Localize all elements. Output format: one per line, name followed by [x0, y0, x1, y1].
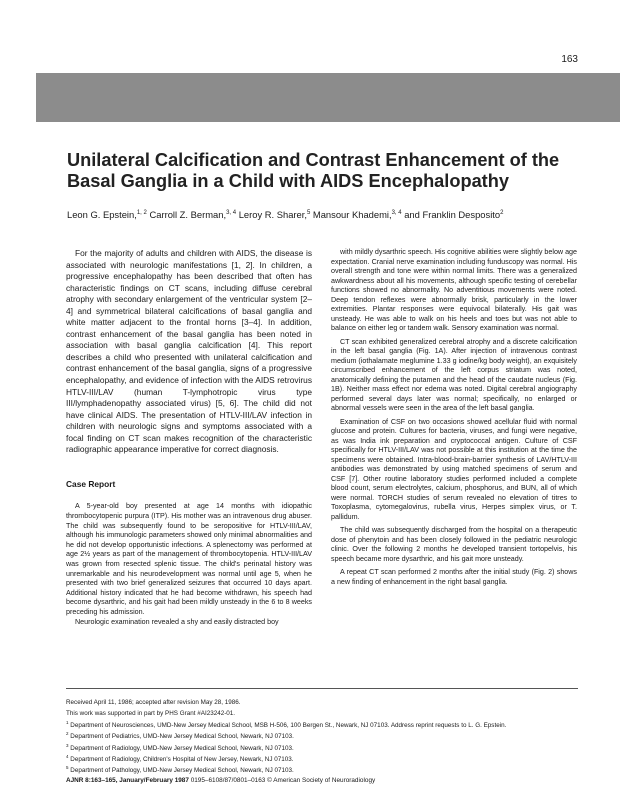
article-title: Unilateral Calcification and Contrast Enhancement of the Basal Ganglia in a Child with AIDS Encephalopathy	[67, 150, 560, 191]
footnote: $^4$ Department of Radiology, Children's Hospital of New Jersey, Newark, NJ 07103.	[66, 753, 294, 764]
footnote: $^3$ Department of Radiology, UMD-New Jersey Medical School, Newark, NJ 07103.	[66, 742, 294, 752]
body-paragraph: A repeat CT scan performed 2 months after the initial study (Fig. 2) shows a new finding of enhancement in the right basal ganglia.	[331, 568, 577, 586]
case-report-paragraph: A 5-year-old boy presented at age 14 months with idiopathic thrombocytopenic purpura (ITP). His mother was an intravenous drug abuser. The child was subsequently found to be seropositive for HTLV-III/LAV, although his immunologic parameters showed only minimal abnormalities and he did not develop opportunistic infections. A splenectomy was performed at age 2½ years as part of the management of thrombocytopenia. HTLV-III/LAV was grown from resected splenic tissue. The child's perinatal history was unremarkable and his neurodevelopment was normal until age 5, when he presented with two brief generalized seizures that occurred 10 days apart. Additional history indicated that he had become withdrawn, his speech had become dysarthric, and his gait had been mildly unsteady in the 6 to 8 weeks preceding his admission.	[66, 502, 312, 616]
footnote: This work was supported in part by PHS Grant #AI23242-01.	[66, 710, 236, 718]
right-column	[331, 248, 577, 587]
header-band	[36, 73, 620, 122]
left-column	[66, 248, 312, 627]
footnote: $^2$ Department of Pediatrics, UMD-New Jersey Medical School, Newark, NJ 07103.	[66, 731, 294, 741]
case-report-heading: Case Report	[66, 478, 116, 489]
author-4: Mansour Khademi,$^{3, 4}$	[312, 209, 402, 220]
footnote-divider	[66, 688, 578, 689]
page-number: 163	[561, 54, 578, 65]
author-list	[67, 209, 587, 220]
footnote: $^5$ Department of Pathology, UMD-New Jersey Medical School, Newark, NJ 07103.	[66, 765, 294, 775]
body-paragraph: Examination of CSF on two occasions showed acellular fluid with normal glucose and protein. Cultures for bacteria, viruses, and fungi were negative, as was India ink preparation and cryptococcal antigen. Culture of CSF specifically for HTLV-III/LAV was not possible at this institution at the time the specimens were obtained. Intra-blood-brain-barrier synthesis of LAV/HTLV-III antibodies was demonstrated by using matched specimens of serum and CSF [7]. Other routine laboratory studies performed included a complete blood count, serum electrolytes, calcium, phosphorus, and BUN, all of which were normal. TORCH studies of serum revealed no elevation of titres to Toxoplasma, cytomegalovirus, rubella virus, Herpes simplex virus, or T. pallidum.	[331, 417, 577, 521]
journal-citation: AJNR 8:163–165, January/February 1987 0195–6108/87/0801–0163 © American Society of Neuroradiology	[66, 777, 376, 784]
body-paragraph: The child was subsequently discharged from the hospital on a therapeutic dose of phenytoin and has been closely followed in the pediatric neurologic clinic. Over the following 2 months he developed transient tortopelvis, his speech became more dysarthric, and his gait more unsteady.	[331, 526, 577, 563]
footnote: $^1$ Department of Neurosciences, UMD-New Jersey Medical School, MSB H-506, 100 Bergen St., Newark, NJ 07103. Address reprint requests to L. G. Epstein.	[66, 719, 507, 729]
author-1: Leon G. Epstein,$^{1, 2}$	[67, 209, 147, 220]
body-paragraph: with mildly dysarthric speech. His cognitive abilities were slightly below age expectation. Cranial nerve examination including funduscopy was normal. His overall strength and tone were within normal limits. There was a generalized awkwardness about all his movements, although specific testing of cerebellar functions showed no abnormality. No adventitious movements were noted. Deep tendon reflexes were abnormally brisk, particularly in the lower extremities. Plantar responses were equivocal bilaterally. His gait was unsteady. He was able to walk on his heels and toes but was not able to balance on either leg or tandem walk. Sensory examination was normal.	[331, 248, 577, 332]
footnotes	[66, 696, 578, 776]
case-report-paragraph: Neurologic examination revealed a shy and easily distracted boy	[75, 617, 279, 626]
footnote: Received April 11, 1986; accepted after revision May 28, 1986.	[66, 699, 241, 707]
body-paragraph: CT scan exhibited generalized cerebral atrophy and a discrete calcification in the left basal ganglia (Fig. 1A). After injection of intravenous contrast medium (iothalamate meglumine 1.33 g iodine/kg body weight), an exquisitely circumscribed enhancement of the left corpus striatum was noted, anatomically defining the putamen and the head of the caudate nucleus (Fig. 1B). Neither mass effect nor edema was noted. Digital cerebral angiography performed several days later was normal; specifically, no enlarged or abnormal vessels were seen in the area of the left basal ganglia.	[331, 337, 577, 412]
intro-paragraph: For the majority of adults and children with AIDS, the disease is associated with neurologic manifestations [1, 2]. In children, a progressive encephalopathy has been described that often has characteristic findings on CT scans, including diffuse cerebral atrophy with secondary enlargement of the ventricular system [2–4] and symmetrical bilateral calcifications of basal ganglia and white matter adjacent to the frontal horns [3–4]. In addition, contrast enhancement of the basal ganglia has been noted in association with basal ganglia calcification [4]. This report describes a child who presented with unilateral calcification and contrast enhancement of the basal ganglia, signs of a progressive encephalopathy, and evidence of infection with the AIDS retrovirus HTLV-III/LAV (human T-lymphotropic virus type III/lymphadenopathy associated virus) [5, 6]. The child did not have clinical AIDS. The presentation of HTLV-III/LAV infection in children with neurologic signs and symptoms associated with a focal finding on CT scan makes recognition of the characteristic radiographic appearance imperative for correct diagnosis.	[66, 248, 312, 455]
author-3: Leroy R. Sharer,$^5$	[238, 209, 311, 220]
author-5: and Franklin Desposito$^2$	[404, 209, 504, 220]
author-2: Carroll Z. Berman,$^{3, 4}$	[149, 209, 237, 220]
